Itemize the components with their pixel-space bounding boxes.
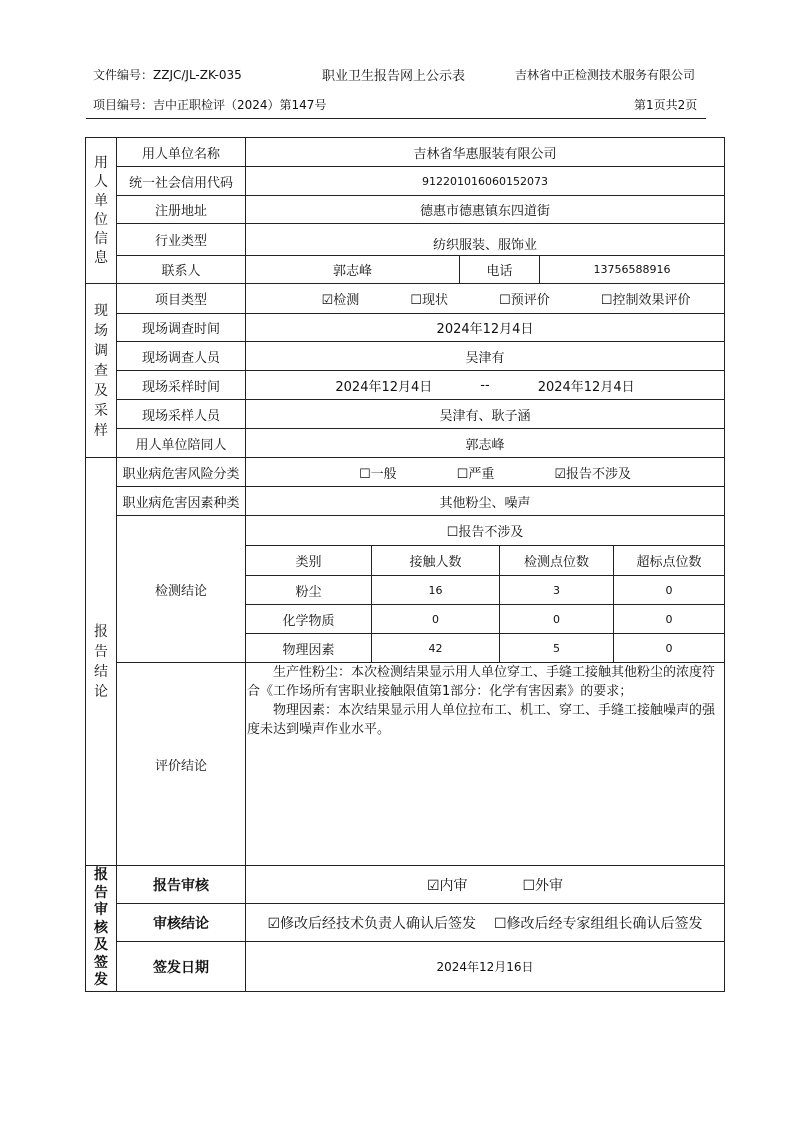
credit-code: 912201016060152073 <box>245 166 725 196</box>
label: 项目类型 <box>116 283 246 314</box>
table-cell: 化学物质 <box>245 604 372 634</box>
checkbox-pre-eval[interactable]: ☐预评价 <box>499 293 550 308</box>
checkbox-detect-not-involved[interactable]: ☐报告不涉及 <box>245 515 725 546</box>
label: 统一社会信用代码 <box>116 166 246 196</box>
file-number: 文件编号：ZZJC/JL-ZK-035 <box>93 68 242 82</box>
label: 现场调查时间 <box>116 313 246 342</box>
label: 职业病危害风险分类 <box>116 457 246 487</box>
section-conclusion: 报告结论 <box>85 457 117 866</box>
label: 行业类型 <box>116 223 246 256</box>
sample-time: 2024年12月4日 -- 2024年12月4日 <box>245 370 725 400</box>
label: 签发日期 <box>116 941 246 992</box>
project-number: 项目编号：吉中正职检评（2024）第147号 <box>93 98 327 112</box>
checkbox-internal[interactable]: ☑内审 <box>426 877 468 894</box>
table-header: 超标点位数 <box>613 545 725 576</box>
section-unit-info: 用人单位信息 <box>85 137 117 284</box>
checkbox-status[interactable]: ☐现状 <box>410 293 448 308</box>
checkbox-control-eval[interactable]: ☐控制效果评价 <box>600 293 691 308</box>
checkbox-expert-lead[interactable]: ☐修改后经专家组组长确认后签发 <box>494 915 703 932</box>
label: 审核结论 <box>116 903 246 942</box>
checkbox-serious[interactable]: ☐严重 <box>456 466 495 482</box>
review-result-options <box>245 903 725 942</box>
label: 报告审核 <box>116 865 246 904</box>
label: 现场调查人员 <box>116 341 246 371</box>
checkbox-detect[interactable]: ☑检测 <box>321 293 360 308</box>
table-header: 接触人数 <box>371 545 500 576</box>
table-cell: 16 <box>371 575 500 605</box>
sampler: 吴津有、耿子涵 <box>245 399 725 429</box>
surveyor: 吴津有 <box>245 341 725 371</box>
survey-time: 2024年12月4日 <box>245 313 725 342</box>
checkbox-tech-lead[interactable]: ☑修改后经技术负责人确认后签发 <box>267 915 476 932</box>
table-cell: 0 <box>613 575 725 605</box>
risk-options <box>245 457 725 487</box>
issue-date: 2024年12月16日 <box>245 941 725 992</box>
table-cell: 0 <box>499 604 614 634</box>
label: 检测结论 <box>116 515 246 663</box>
section-review: 报告审核及签发 <box>85 865 117 992</box>
page-number: 第1页共2页 <box>634 98 698 112</box>
section-survey: 现场调查及采样 <box>85 283 117 458</box>
audit-options <box>245 865 725 904</box>
table-cell: 0 <box>613 633 725 663</box>
label: 电话 <box>459 255 540 284</box>
phone: 13756588916 <box>539 255 725 284</box>
checkbox-general[interactable]: ☐一般 <box>359 466 397 482</box>
label: 职业病危害因素种类 <box>116 486 246 516</box>
evaluation-conclusion: 生产性粉尘：本次检测结果显示用人单位穿工、手缝工接触其他粉尘的浓度符合《工作场所有害职业接触限值第1部分：化学有害因素》的要求； 物理因素：本次结果显示用人单位拉布工、机工、穿工、手缝工接触噪声的强度未达到噪声作业水平。 <box>245 662 725 866</box>
table-cell: 42 <box>371 633 500 663</box>
label: 现场采样人员 <box>116 399 246 429</box>
unit-name: 吉林省华惠服装有限公司 <box>245 137 725 167</box>
table-cell: 0 <box>371 604 500 634</box>
table-cell: 0 <box>613 604 725 634</box>
address: 德惠市德惠镇东四道街 <box>245 195 725 224</box>
label: 用人单位名称 <box>116 137 246 167</box>
table-cell: 5 <box>499 633 614 663</box>
label: 评价结论 <box>116 662 246 866</box>
label: 联系人 <box>116 255 246 284</box>
label: 现场采样时间 <box>116 370 246 400</box>
checkbox-external[interactable]: ☐外审 <box>522 877 564 894</box>
company-name: 吉林省中正检测技术服务有限公司 <box>515 68 696 82</box>
checkbox-not-involved[interactable]: ☑报告不涉及 <box>554 466 631 482</box>
hazard-factors: 其他粉尘、噪声 <box>245 486 725 516</box>
label: 注册地址 <box>116 195 246 224</box>
table-cell: 物理因素 <box>245 633 372 663</box>
contact: 郭志峰 <box>245 255 460 284</box>
header-divider <box>86 118 706 119</box>
label: 用人单位陪同人 <box>116 428 246 458</box>
project-type-options <box>245 283 725 314</box>
industry: 纺织服装、服饰业 <box>245 223 725 256</box>
table-cell: 3 <box>499 575 614 605</box>
escort: 郭志峰 <box>245 428 725 458</box>
table-cell: 粉尘 <box>245 575 372 605</box>
document-title: 职业卫生报告网上公示表 <box>322 69 466 84</box>
table-header: 类别 <box>245 545 372 576</box>
table-header: 检测点位数 <box>499 545 614 576</box>
